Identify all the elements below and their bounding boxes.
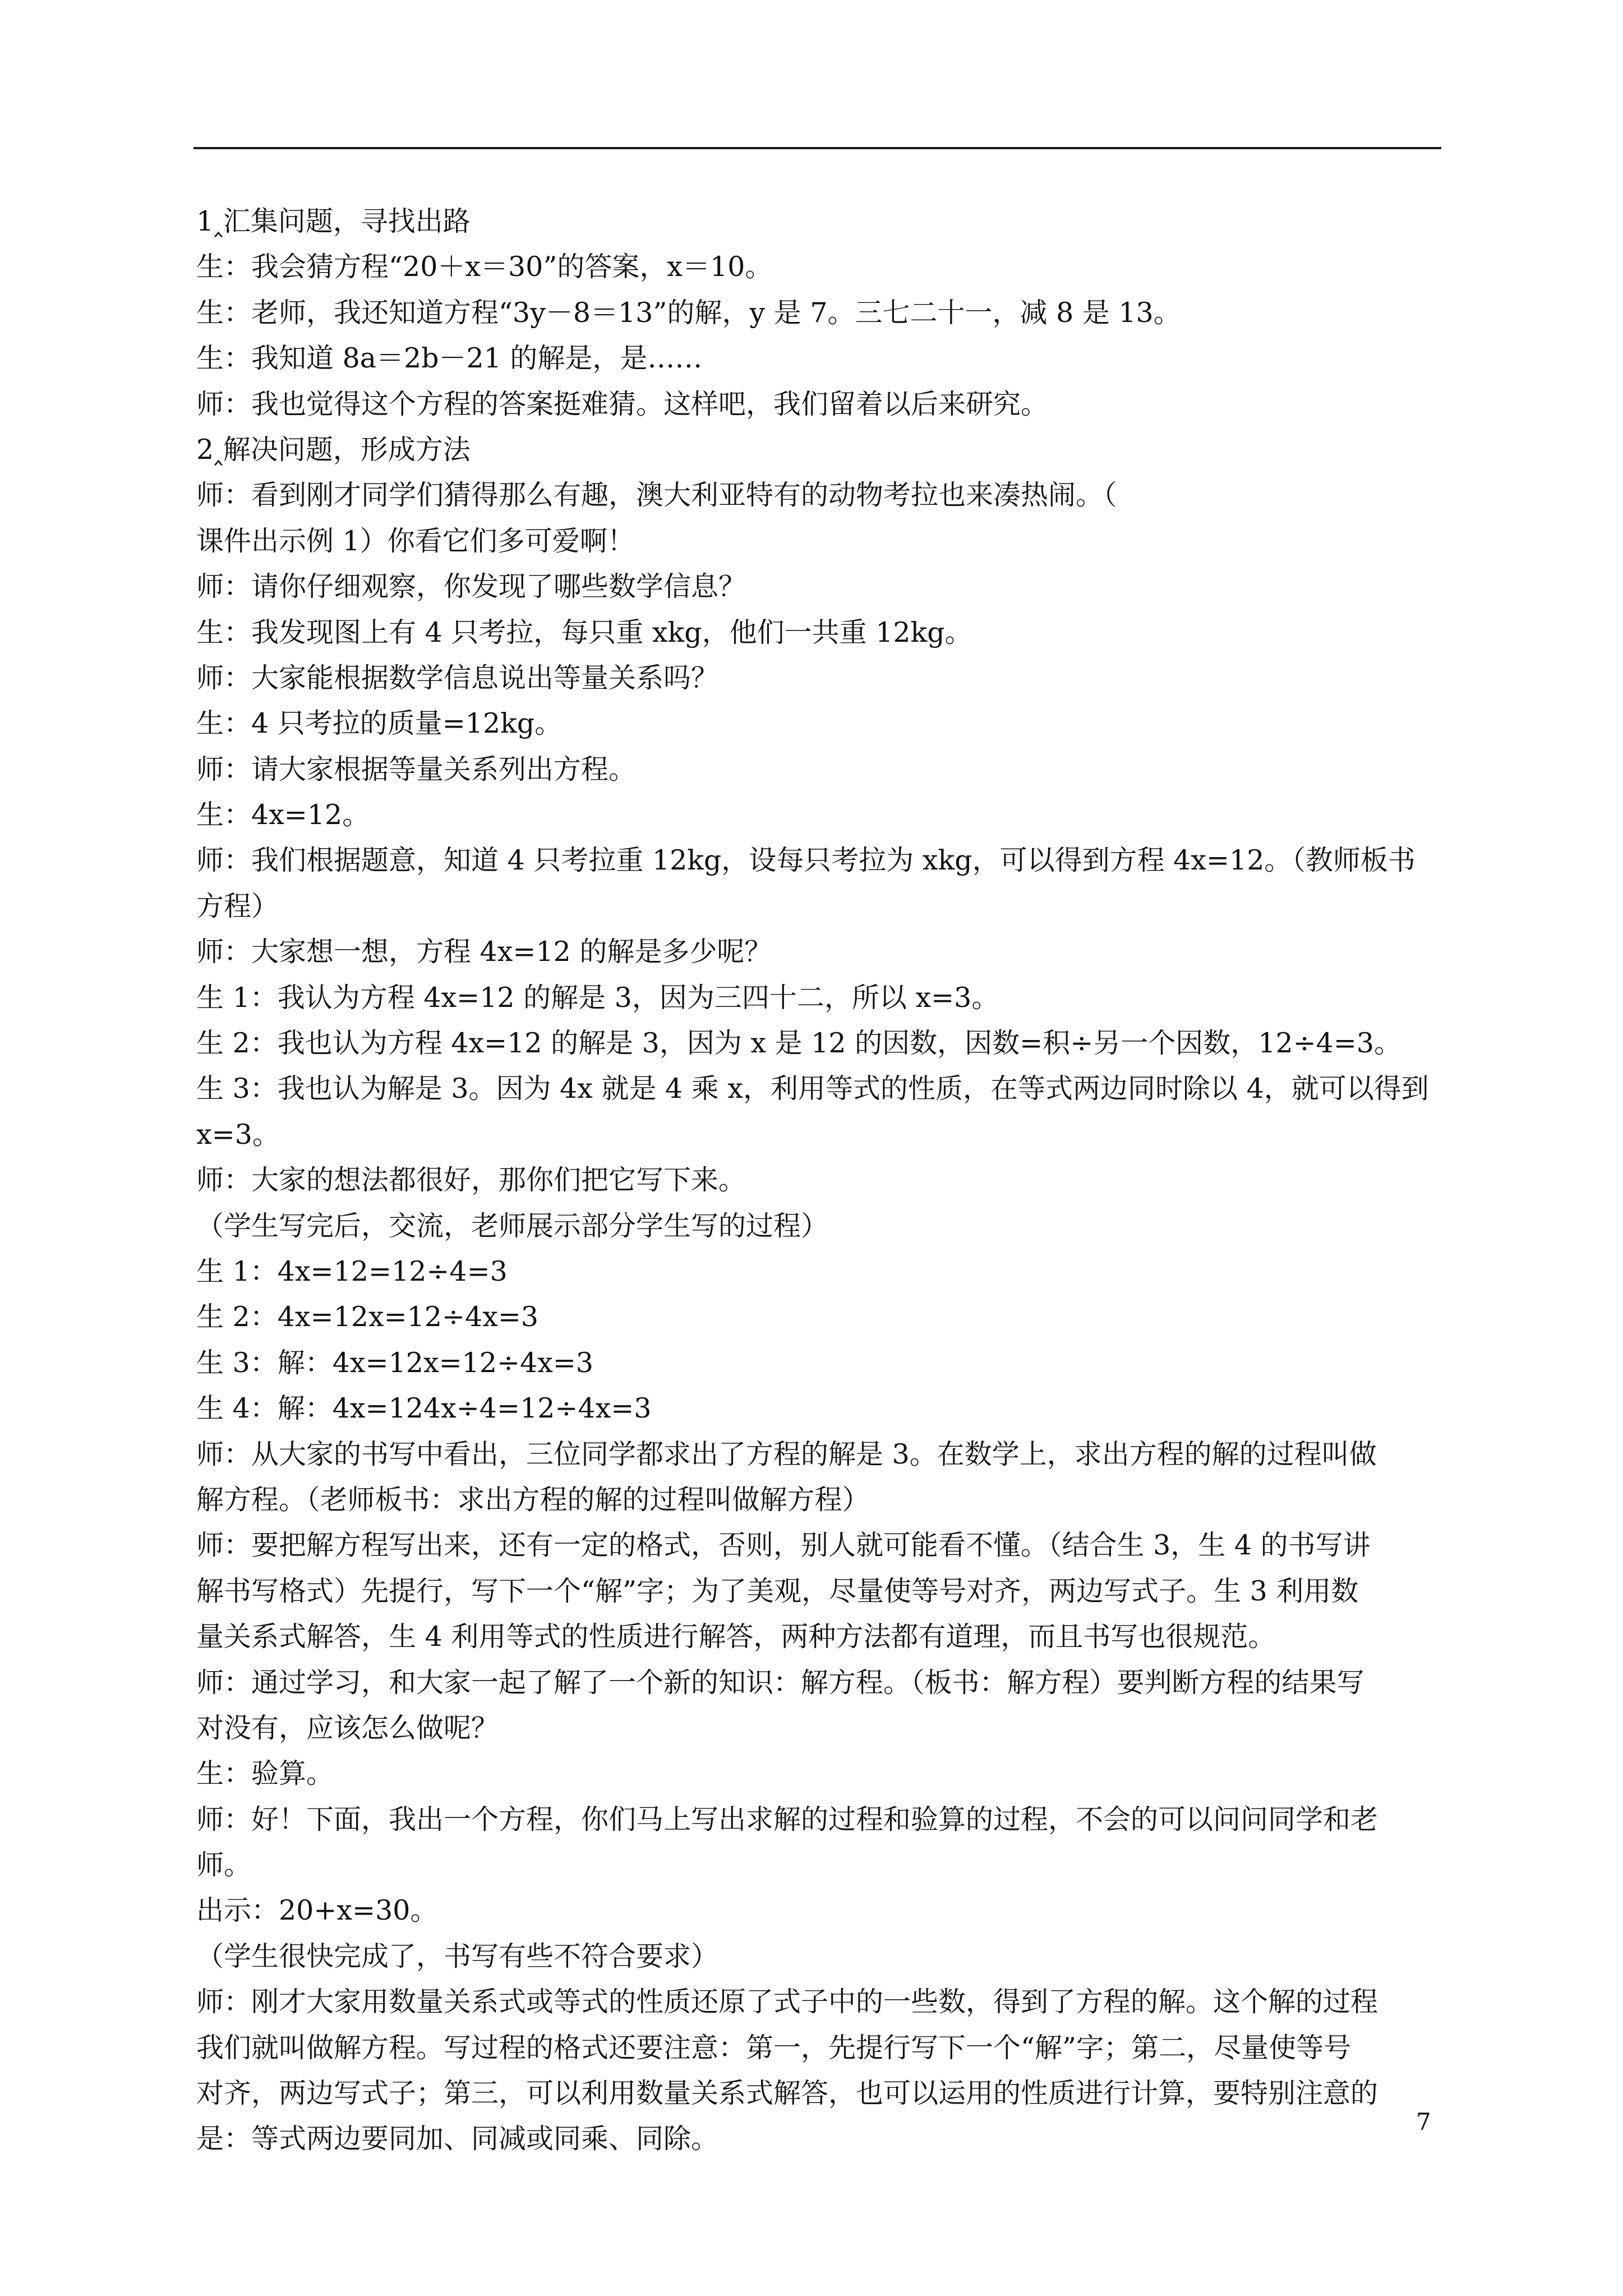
text-line: 出示：20+x=30。: [196, 1894, 438, 1927]
text-line: 师：好！下面，我出一个方程，你们马上写出求解的过程和验算的过程，不会的可以问问同学和老: [196, 1803, 1378, 1835]
text-line: 对没有，应该怎么做呢？: [196, 1711, 499, 1744]
text-line: 生：我会猜方程“20＋x＝30”的答案，x＝10。: [196, 251, 773, 283]
text-line: 2‸解决问题，形成方法: [196, 433, 471, 466]
text-line: 师：大家的想法都很好，那你们把它写下来。: [196, 1164, 746, 1197]
text-line: 生 4：解：4x=124x÷4=12÷4x=3: [196, 1392, 652, 1425]
text-line: 是：等式两边要同加、同减或同乘、同除。: [196, 2123, 719, 2155]
text-line: 师：大家能根据数学信息说出等量关系吗？: [196, 661, 719, 694]
text-line: 师：通过学习，和大家一起了解了一个新的知识：解方程。（板书：解方程）要判断方程的结果写: [196, 1666, 1364, 1699]
text-line: x=3。: [196, 1118, 280, 1151]
text-line: 方程）: [196, 890, 279, 922]
body-text: [196, 199, 1444, 2162]
text-line: 1‸汇集问题，寻找出路: [196, 205, 471, 237]
text-line: （学生很快完成了，书写有些不符合要求）: [196, 1940, 719, 1972]
text-line: 生：我发现图上有 4 只考拉，每只重 xkg，他们一共重 12kg。: [196, 616, 972, 648]
text-line: 生：4x=12。: [196, 799, 370, 831]
text-line: 师：大家想一想，方程 4x=12 的解是多少呢？: [196, 936, 772, 968]
text-line: 生：验算。: [196, 1757, 334, 1790]
text-line: 解方程。（老师板书：求出方程的解的过程叫做解方程）: [196, 1483, 870, 1516]
text-line: 课件出示例 1）你看它们多可爱啊！: [196, 524, 635, 557]
text-line: 师：我们根据题意，知道 4 只考拉重 12kg，设每只考拉为 xkg，可以得到方程 4x=12。（教师板书: [196, 844, 1415, 877]
text-line: 对齐，两边写式子；第三，可以利用数量关系式解答，也可以运用的性质进行计算，要特别注意的: [196, 2077, 1378, 2110]
text-line: （学生写完后，交流，老师展示部分学生写的过程）: [196, 1209, 829, 1242]
text-line: 师。: [196, 1849, 252, 1881]
text-line: 生 1：4x=12=12÷4=3: [196, 1255, 508, 1287]
text-line: 生：4 只考拉的质量=12kg。: [196, 707, 562, 740]
text-line: 生 1：我认为方程 4x=12 的解是 3，因为三四十二，所以 x=3。: [196, 981, 999, 1014]
text-line: 师：看到刚才同学们猜得那么有趣，澳大利亚特有的动物考拉也来凑热闹。（: [196, 479, 1117, 512]
header-rule: [193, 147, 1441, 149]
text-line: 生 2：我也认为方程 4x=12 的解是 3，因为 x 是 12 的因数，因数=积÷另一个因数，12÷4=3。: [196, 1027, 1402, 1060]
text-line: 师：我也觉得这个方程的答案挺难猜。这样吧，我们留着以后来研究。: [196, 388, 1049, 420]
text-line: 师：从大家的书写中看出，三位同学都求出了方程的解是 3。在数学上，求出方程的解的过程叫做: [196, 1438, 1377, 1470]
text-line: 师：要把解方程写出来，还有一定的格式，否则，别人就可能看不懂。（结合生 3，生 4 的书写讲: [196, 1529, 1371, 1562]
text-line: 师：刚才大家用数量关系式或等式的性质还原了式子中的一些数，得到了方程的解。这个解的过程: [196, 1986, 1378, 2018]
text-line: 师：请大家根据等量关系列出方程。: [196, 753, 637, 785]
page-number: 7: [1416, 2108, 1431, 2136]
text-line: 解书写格式）先提行，写下一个“解”字；为了美观，尽量使等号对齐，两边写式子。生 3 利用数: [196, 1575, 1359, 1607]
text-line: 生 2：4x=12x=12÷4x=3: [196, 1301, 539, 1333]
text-line: 量关系式解答，生 4 利用等式的性质进行解答，两种方法都有道理，而且书写也很规范。: [196, 1621, 1276, 1653]
text-line: 我们就叫做解方程。写过程的格式还要注意：第一，先提行写下一个“解”字；第二，尽量使等号: [196, 2031, 1352, 2064]
text-line: 生：我知道 8a＝2b－21 的解是，是……: [196, 342, 703, 375]
text-line: 师：请你仔细观察，你发现了哪些数学信息？: [196, 570, 746, 603]
text-line: 生：老师，我还知道方程“3y－8＝13”的解，y 是 7。三七二十一，减 8 是 13。: [196, 296, 1181, 329]
text-line: 生 3：我也认为解是 3。因为 4x 就是 4 乘 x，利用等式的性质，在等式两边同时除以 4，就可以得到: [196, 1073, 1429, 1105]
text-line: 生 3：解：4x=12x=12÷4x=3: [196, 1346, 594, 1379]
